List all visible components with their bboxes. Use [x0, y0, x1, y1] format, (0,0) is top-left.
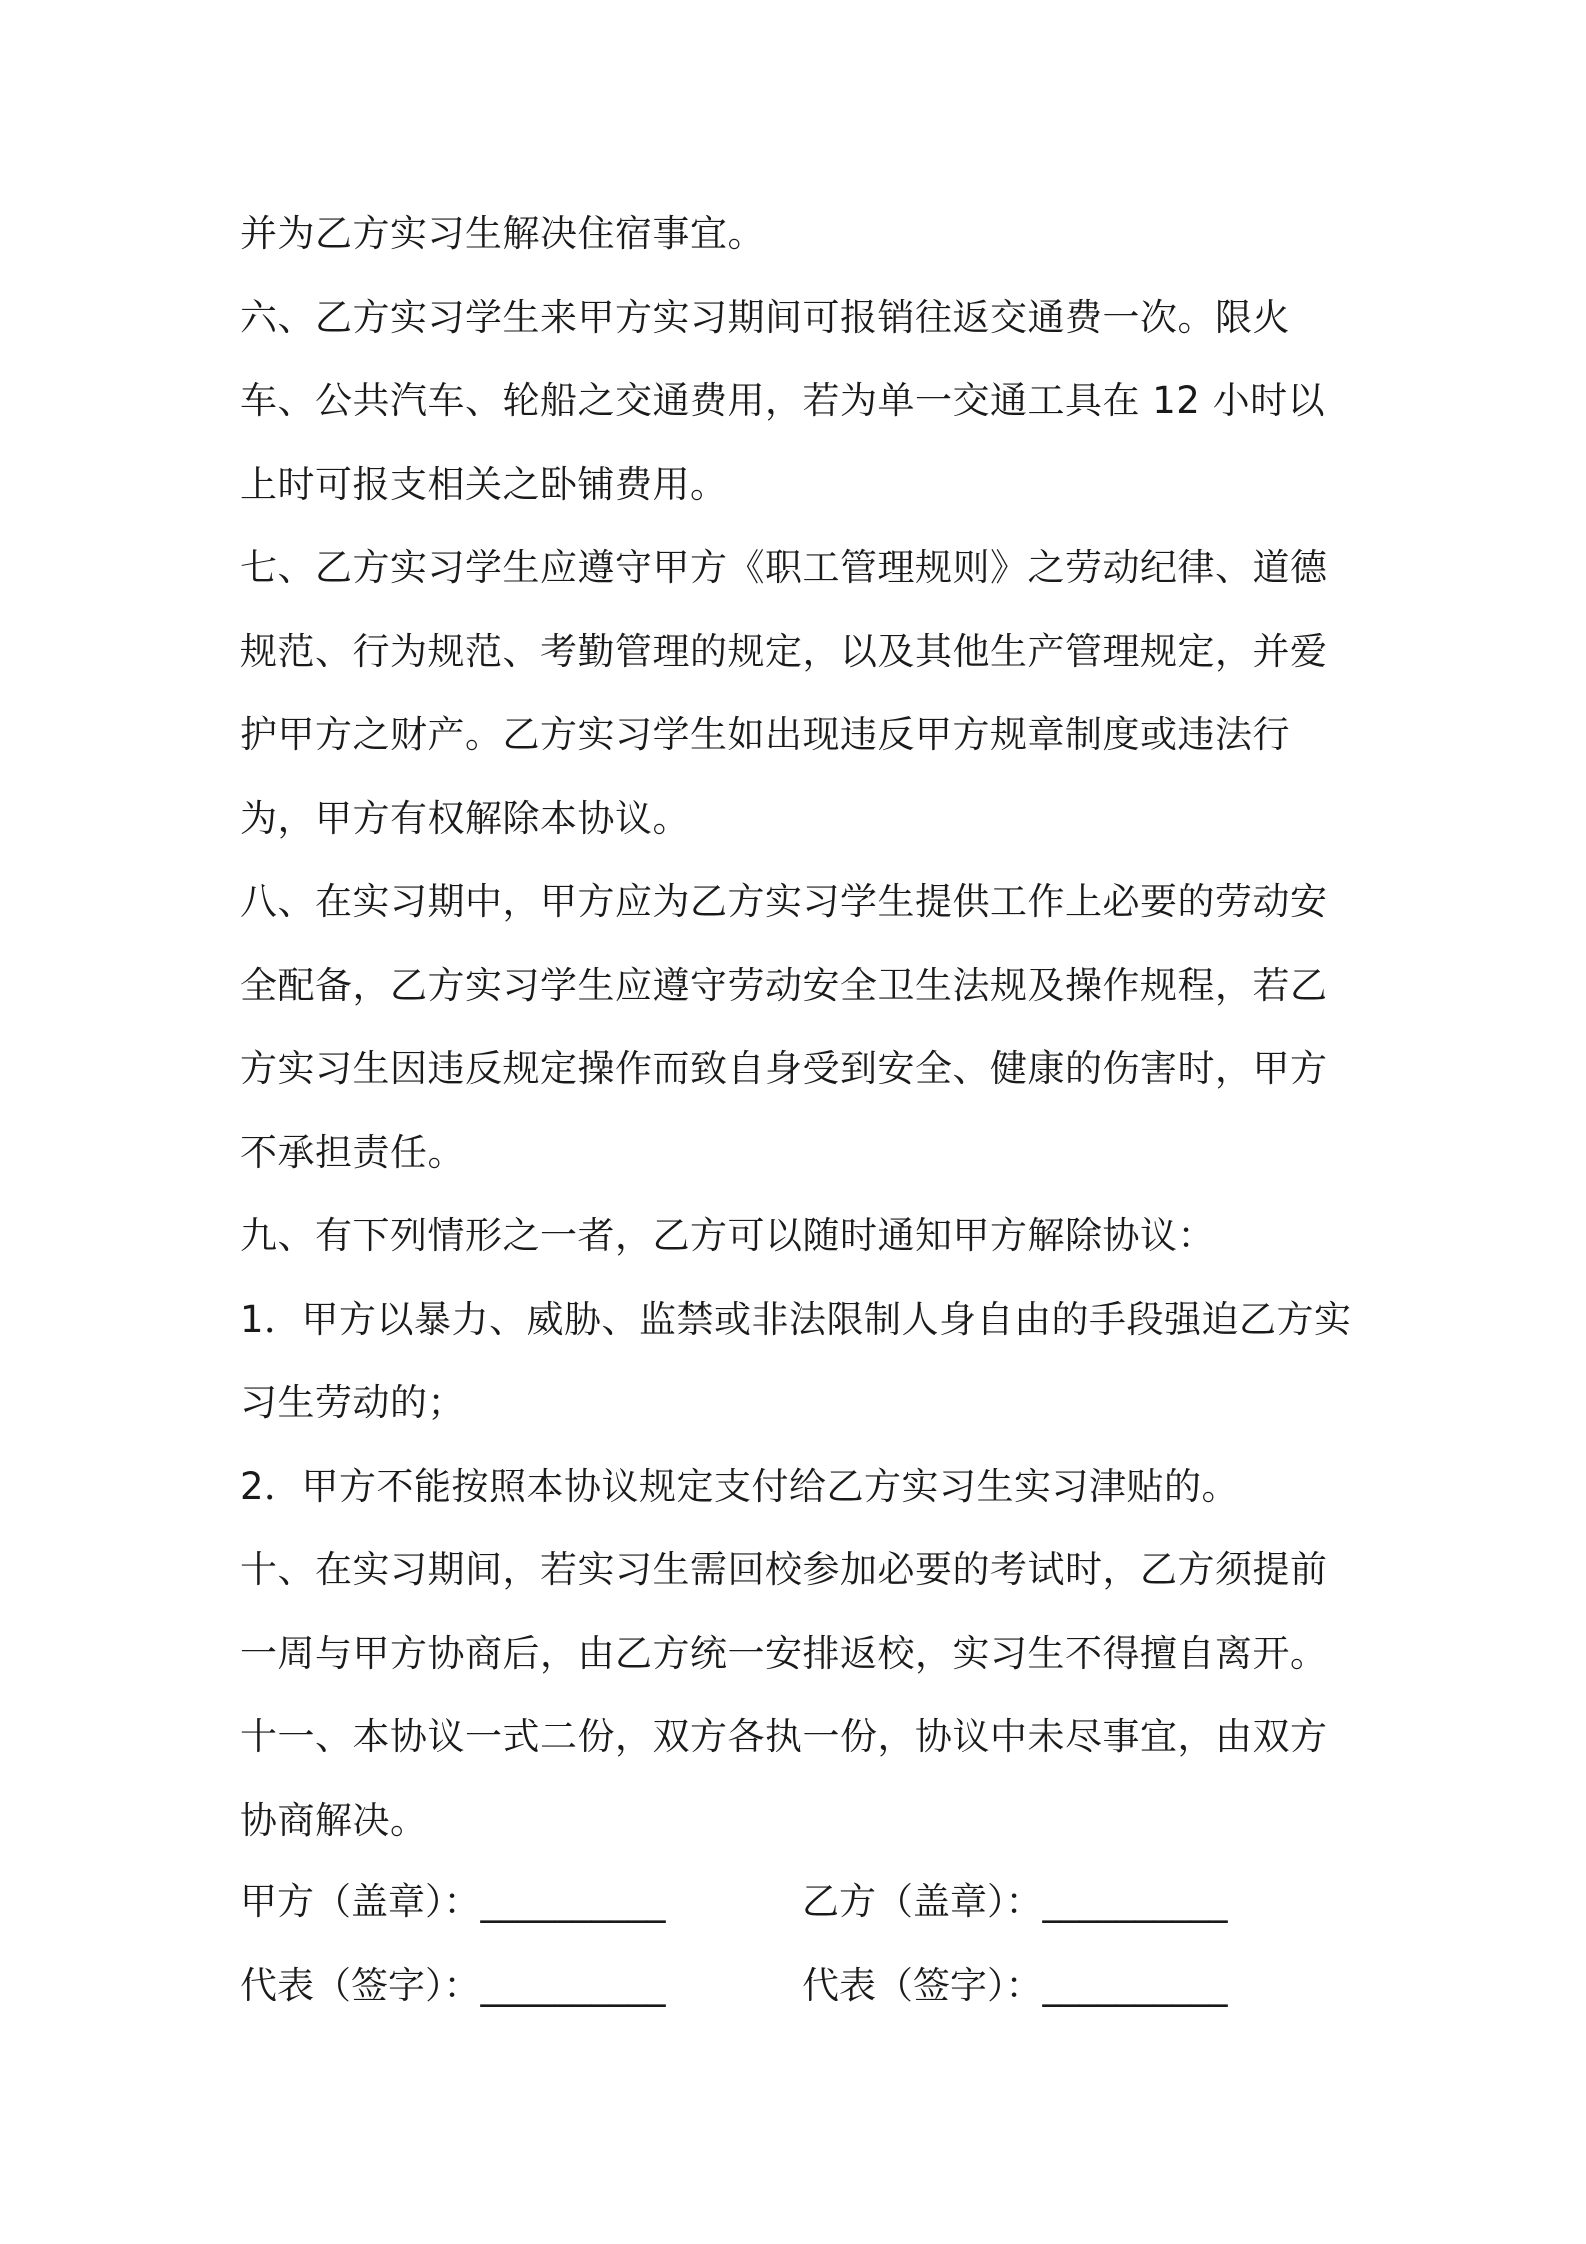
party-b-representative-field: 代表（签字）：__________ — [802, 1964, 1228, 2007]
signature-row-seal — [240, 1860, 1360, 1944]
paragraph-clause-9-item-2: 2．甲方不能按照本协议规定支付给乙方实习生实习津贴的。 — [240, 1464, 1240, 1508]
signature-row-representative — [240, 1944, 1360, 2028]
paragraph-clause-8: 八、在实习期中，甲方应为乙方实习学生提供工作上必要的劳动安全配备，乙方实习学生应遵守劳动安全卫生法规及操作规程，若乙方实习生因违反规定操作而致自身受到安全、健康的伤害时，甲方不承担责任。 — [240, 880, 1328, 1174]
signature-block — [240, 1860, 1360, 2028]
paragraph-clause-11: 十一、本协议一式二份，双方各执一份，协议中未尽事宜，由双方协商解决。 — [240, 1715, 1328, 1842]
paragraph-clause-9: 九、有下列情形之一者，乙方可以随时通知甲方解除协议： — [240, 1214, 1215, 1257]
paragraph-clause-9-item-1: 1．甲方以暴力、威胁、监禁或非法限制人身自由的手段强迫乙方实习生劳动的； — [240, 1297, 1352, 1424]
party-a-representative-field: 代表（签字）：__________ — [240, 1964, 666, 2007]
paragraph-clause-6: 六、乙方实习学生来甲方实习期间可报销往返交通费一次。限火车、公共汽车、轮船之交通费用，若为单一交通工具在 12 小时以上时可报支相关之卧铺费用。 — [240, 295, 1326, 506]
paragraph-clause-10: 十、在实习期间，若实习生需回校参加必要的考试时，乙方须提前一周与甲方协商后，由乙方统一安排返校，实习生不得擅自离开。 — [240, 1548, 1328, 1675]
party-a-seal-field: 甲方（盖章）：__________ — [240, 1880, 666, 1923]
paragraph-lodging: 并为乙方实习生解决住宿事宜。 — [240, 212, 765, 255]
paragraph-clause-7: 七、乙方实习学生应遵守甲方《职工管理规则》之劳动纪律、道德规范、行为规范、考勤管理的规定，以及其他生产管理规定，并爱护甲方之财产。乙方实习学生如出现违反甲方规章制度或违法行为，甲方有权解除本协议。 — [240, 546, 1328, 840]
agreement-body — [240, 192, 1360, 1862]
party-b-seal-field: 乙方（盖章）：__________ — [802, 1880, 1228, 1923]
